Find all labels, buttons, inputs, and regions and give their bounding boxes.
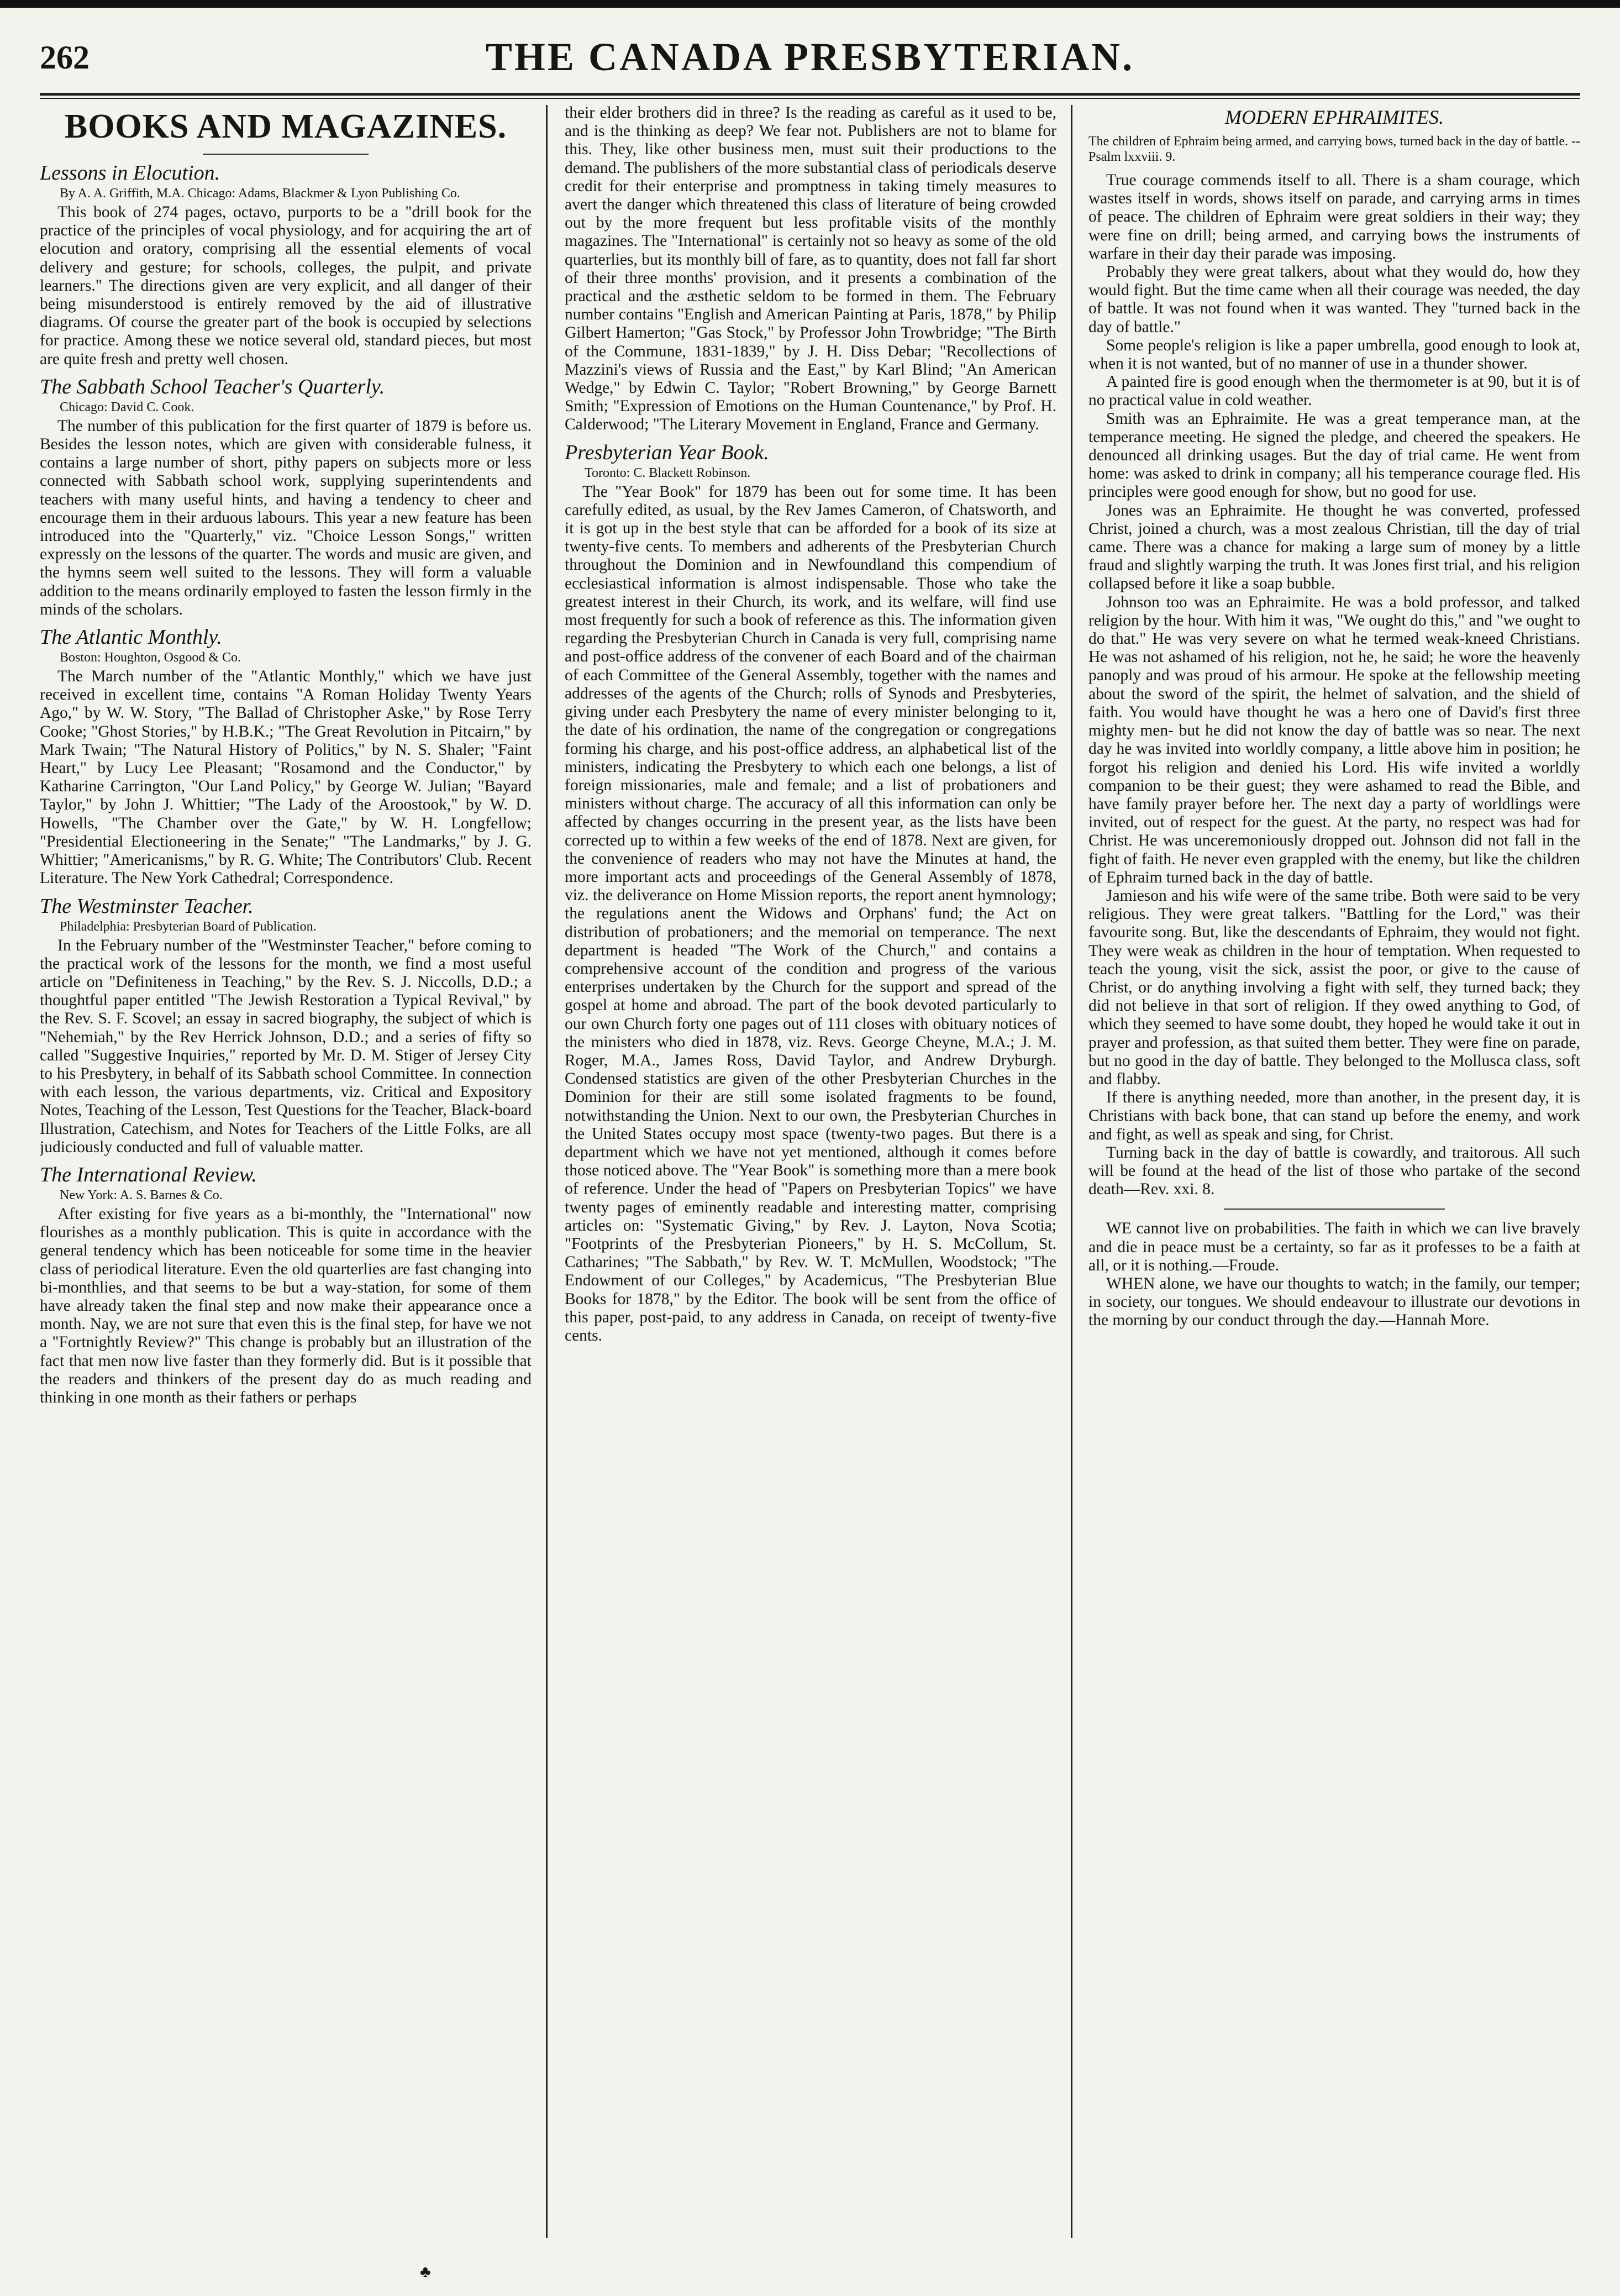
review-title-year-book: Presbyterian Year Book. (565, 440, 769, 464)
review-title-atlantic-monthly: The Atlantic Monthly. (40, 626, 222, 649)
review-title-westminster-teacher: The Westminster Teacher. (40, 894, 254, 918)
article-divider (1224, 1209, 1445, 1210)
column-3 (1088, 104, 1580, 2237)
page-number: 262 (40, 39, 90, 76)
column-divider-1 (546, 105, 548, 2238)
review-body-atlantic-monthly: The March number of the "Atlantic Monthly," which we have just received in excellent time, contains "A Roman Holiday Twenty Years Ago," by W. W. Story, "The Ballad of Christopher Aske," by Rose Terry Cooke; "Ghost Stories," by H.B.K.; "The Great Revolution in Pitcairn," by Mark Twain; "The Natural History of Politics," by N. S. Shaler; "Faint Heart," by Lucy Lee Pleasant; "Rosamond and the Conductor," by Katharine Carrington, "Our Land Policy," by George W. Julian; "Bayard Taylor," by John J. Whittier; "The Lady of the Aroostook," by W. D. Howells, "The Chamber over the Gate," by W. H. Longfellow; "Presidential Electioneering in the Senate;" "The Landmarks," by J. G. Whittier; "Americanisms," by R. G. White; The Contributors' Club. Recent Literature. The New York Cathedral; Correspondence. (40, 668, 532, 887)
article-paragraph: Smith was an Ephraimite. He was a great temperance man, at the temperance meeting. He signed the pledge, and cheered the speakers. He denounced all drinking usages. But the day of trial came. He went from home: was asked to drink in company; all his temperance courage fled. His principles were good enough for show, but no good for use. (1088, 409, 1580, 501)
quote-froude: WE cannot live on probabilities. The faith in which we can live bravely and die in peace must be a certainty, so far as it professes to be a faith at all, or it is nothing.—Froude. (1088, 1220, 1580, 1274)
review-body-westminster-teacher: In the February number of the "Westminster Teacher," before coming to the practical work of the lessons for the month, we find a most useful article on "Definiteness in Teaching," by the Rev. S. J. Niccolls, D.D.; a thoughtful paper entitled "The Jewish Restoration a Typical Revival," by the Rev. S. F. Scovel; an essay in sacred biography, the subject of which is "Nehemiah," by the Rev Herrick Johnson, D.D.; and a series of fifty so called "Suggestive Inquiries," reported by Mr. D. M. Stiger of Jersey City to his Presbytery, in behalf of its Sabbath school Committee. In connection with each lesson, the various departments, viz. Critical and Expository Notes, Teaching of the Lesson, Test Questions for the Teacher, Black-board Illustration, Catechism, and Notes for Teachers of the Little Folks, are all judiciously conducted and full of valuable matter. (40, 936, 532, 1156)
review-publisher-year-book: Toronto: C. Blackett Robinson. (585, 465, 751, 480)
article-paragraph: A painted fire is good enough when the thermometer is at 90, but it is of no practical value in cold weather. (1088, 373, 1580, 409)
column-divider-2 (1071, 105, 1072, 2238)
article-title-modern-ephraimites: MODERN EPHRAIMITES. (1225, 106, 1444, 128)
review-publisher-westminster-teacher: Philadelphia: Presbyterian Board of Publication. (60, 919, 317, 934)
review-publisher-atlantic-monthly: Boston: Houghton, Osgood & Co. (60, 650, 241, 665)
review-title-elocution: Lessons in Elocution. (40, 161, 220, 185)
top-border (0, 0, 1620, 8)
review-body-elocution: This book of 274 pages, octavo, purports to be a "drill book for the practice of the principles of vocal physiology, and for acquiring the art of elocution and oratory, comprising all the essential elements of vocal delivery and gesture; for schools, colleges, the pulpit, and private learners." The directions given are very explicit, and all danger of their being misunderstood is entirely removed by the aid of illustrative diagrams. Of course the greater part of the book is occupied by selections for practice. Among these we notice several old, standard pieces, but most are quite fresh and pretty well chosen. (40, 203, 532, 368)
review-body-international-review-continued: their elder brothers did in three? Is the reading as careful as it used to be, and is the thinking as deep? We fear not. Publishers are not to blame for this. They, like other business men, must suit their productions to the demand. The publishers of the more substantial class of periodicals deserve credit for their enterprise and promptness in taking timely measures to avert the danger which threatened this class of literature of being crowded out by the more frequent but less profitable visits of the monthly magazines. The "International" is certainly not so heavy as some of the old quarterlies, but its monthly bill of fare, as to quantity, does not fall far short of their three months' provision, and it presents a combination of the practical and the æsthetic seldom to be formed in them. The February number contains "English and American Painting at Paris, 1878," by Philip Gilbert Hamerton; "Gas Stock," by Professor John Trowbridge; "The Birth of the Commune, 1831-1839," by J. H. Diss Debar; "Recollections of Mazzini's views of Russia and the East," by Karl Blind; "An American Wedge," by Edwin C. Taylor; "Robert Browning," by George Barnett Smith; "Expression of Emotions on the Human Countenance," by Prof. H. Calderwood; "The Literary Movement in England, France and Germany. (565, 104, 1056, 434)
header-rule-thick (40, 93, 1580, 96)
review-body-international-review: After existing for five years as a bi-monthly, the "International" now flourishes as a monthly publication. This is quite in accordance with the general tendency which has been noticeable for some time in the heavier class of periodical literature. Even the old quarterlies are fast changing into bi-monthlies, and that seems to be but a way-station, for some of them have already taken the final step and now make their appearance once a month. Nay, we are not sure that even this is the final step, for have we not a "Fortnightly Review?" This change is probably but an illustration of the fact that men now live faster than they formerly did. But is it possible that the readers and thinkers of the present day do as much reading and thinking in one month as their fathers or perhaps (40, 1205, 532, 1406)
footer-ornament: ♣ (420, 2263, 431, 2281)
page-header (0, 22, 1620, 99)
review-publisher-sabbath-quarterly: Chicago: David C. Cook. (60, 400, 194, 414)
article-paragraph: Jones was an Ephraimite. He thought he was converted, professed Christ, joined a church, was a most zealous Christian, till the day of trial came. There was a chance for making a large sum of money by a little fraud and slightly warping the truth. It was Jones first trial, and his religion collapsed before it like a soap bubble. (1088, 501, 1580, 593)
article-paragraph: Some people's religion is like a paper umbrella, good enough to look at, when it is not wanted, but of no manner of use in a thunder shower. (1088, 336, 1580, 373)
column-2 (565, 104, 1056, 2237)
article-paragraph: Turning back in the day of battle is cowardly, and traitorous. All such will be found at the head of the list of those who partake of the second death—Rev. xxi. 8. (1088, 1143, 1580, 1199)
header-rule-thin (40, 98, 1580, 99)
review-title-sabbath-quarterly: The Sabbath School Teacher's Quarterly. (40, 375, 385, 398)
section-heading-books-and-magazines: BOOKS AND MAGAZINES. (64, 108, 507, 145)
article-paragraph: Johnson too was an Ephraimite. He was a bold professor, and talked religion by the hour. With him it was, "We ought do this," and "we ought to do that." He was very severe on what he termed weak-kneed Christians. He was not ashamed of his religion, not he, he said; he wore the heavenly panoply and was proud of his armour. He spoke at the fellowship meeting about the sword of the spirit, the helmet of salvation, and the shield of faith. You would have thought he was a hero one of David's first three mighty men- but he did not know the day of battle was so near. The next day he was invited into worldly company, a little above him in position; he forgot his religion and denied his Lord. His wife invited a worldly companion to be their guest; they were ashamed to read the Bible, and have family prayer before her. The next day a party of worldlings were invited, out of respect for the guest. At the party, no respect was had for Christ. He was unceremoniously dropped out. Johnson did not fall in the fight of faith. He never even grappled with the enemy, but like the children of Ephraim turned back in the day of battle. (1088, 593, 1580, 886)
masthead-title: THE CANADA PRESBYTERIAN. (485, 35, 1135, 79)
heading-divider (203, 154, 369, 155)
article-paragraph: True courage commends itself to all. There is a sham courage, which wastes itself in words, shows itself on parade, and carrying arms in times of peace. The children of Ephraim were great soldiers in their way; they were fine on drill; being armed, and carrying bows the instruments of warfare in their day their parade was imposing. (1088, 171, 1580, 262)
review-publisher-elocution: By A. A. Griffith, M.A. Chicago: Adams, Blackmer & Lyon Publishing Co. (60, 186, 460, 201)
review-body-year-book: The "Year Book" for 1879 has been out for some time. It has been carefully edited, as usual, by the Rev James Cameron, of Chatsworth, and it is got up in the best style that can be afforded for a book of its size at twenty-five cents. To members and adherents of the Presbyterian Church throughout the Dominion and in Newfoundland this compendium of ecclesiastical information is almost indispensable. Those who take the greatest interest in their Church, its work, and its welfare, will find use most frequently for such a book of reference as this. The information given regarding the Presbyterian Church in Canada is very full, comprising name and post-office address of the convener of each Board and of the chairman of each Committee of the General Assembly, together with the names and addresses of the agents of the Church; rolls of Synods and Presbyteries, giving under each Presbytery the name of every minister belonging to it, the date of his ordination, the name of the congregation or congregations forming his charge, and his post-office address, an alphabetical list of the ministers, indicating the Presbytery to which each one belongs, a list of foreign missionaries, male and female; and a list of probationers and ministers without charge. The accuracy of all this information can only be affected by changes occurring in the present year, as the lists have been corrected up to within a few weeks of the end of 1878. Next are given, for the convenience of readers who may not have the Minutes at hand, the more important acts and proceedings of the General Assembly of 1878, viz. the deliverance on Home Mission reports, the report anent hymnology; the regulations anent the Widows and Orphans' fund; the Act on distribution of probationers; and the memorial on temperance. The next department is headed "The Work of the Church," and contains a comprehensive account of the condition and progress of the various enterprises undertaken by the Church for the support and spread of the gospel at home and abroad. The part of the book devoted particularly to our own Church forty one pages out of 111 closes with obituary notices of the ministers who died in 1878, viz. Revs. George Cheyne, M.A.; J. M. Roger, M.A., James Ross, David Taylor, and Andrew Dryburgh. Condensed statistics are given of the other Presbyterian Churches in the Dominion for their are still some isolated fragments to be found, notwithstanding the Union. Next to our own, the Presbyterian Churches in the United States occupy most space (twenty-two pages. But there is a department which we have not yet mentioned, although it comes before those noticed above. The "Year Book" is something more than a mere book of reference. Under the head of "Papers on Presbyterian Topics" we have twenty pages of eminently readable and interesting matter, comprising articles on: "Systematic Giving," by Rev. J. Layton, Nova Scotia; "Footprints of the Presbyterian Pioneers," by H. S. McCollum, St. Catharines; "The Sabbath," by Rev. W. T. McMullen, Woodstock; "The Endowment of our Colleges," by Academicus, "The Presbyterian Blue Books for 1878," by the Editor. The book will be sent from the office of this paper, post-paid, to any address in Canada, on receipt of twenty-five cents. (565, 482, 1056, 1344)
review-publisher-international-review: New York: A. S. Barnes & Co. (60, 1188, 223, 1202)
article-epigraph: The children of Ephraim being armed, and carrying bows, turned back in the day of battle. --Psalm lxxviii. 9. (1088, 134, 1580, 164)
article-paragraph: Jamieson and his wife were of the same tribe. Both were said to be very religious. They were great talkers. "Battling for the Lord," was their favourite song. But, like the descendants of Ephraim, they would not fight. They were weak as children in the hour of temptation. When requested to teach the young, visit the sick, assist the poor, or give to the cause of Christ, or do anything involving a fight with self, they turned back; they did not believe in that sort of religion. If they owed anything to God, of which they seemed to have some doubt, they hoped he would take it out in prayer and profession, as that suited them better. They were fine on parade, but no good in the day of battle. They belonged to the Mollusca class, soft and flabby. (1088, 886, 1580, 1088)
article-paragraph: Probably they were great talkers, about what they would do, how they would fight. But the time came when all their courage was needed, the day of battle. It was not found when it was wanted. They "turned back in the day of battle." (1088, 263, 1580, 336)
review-body-sabbath-quarterly: The number of this publication for the first quarter of 1879 is before us. Besides the lesson notes, which are given with considerable fulness, it contains a large number of short, pithy papers on subjects more or less connected with Sabbath school work, supplying superintendents and teachers with many useful hints, and having a tendency to cheer and encourage them in their arduous labours. This year a new feature has been introduced into the "Quarterly," viz. "Choice Lesson Songs," written expressly on the lessons of the quarter. The words and music are given, and the hymns seem well suited to the lessons. They will form a valuable addition to the means ordinarily employed to fasten the lesson firmly in the minds of the scholars. (40, 417, 532, 618)
article-paragraph: If there is anything needed, more than another, in the present day, it is Christians with back bone, that can stand up before the enemy, and work and fight, as well as speak and sing, for Christ. (1088, 1089, 1580, 1143)
column-1 (40, 104, 532, 2237)
review-title-international-review: The International Review. (40, 1163, 257, 1186)
quote-hannah-more: WHEN alone, we have our thoughts to watch; in the family, our temper; in society, our tongues. We should endeavour to illustrate our devotions in the morning by our conduct through the day.—Hannah More. (1088, 1274, 1580, 1330)
